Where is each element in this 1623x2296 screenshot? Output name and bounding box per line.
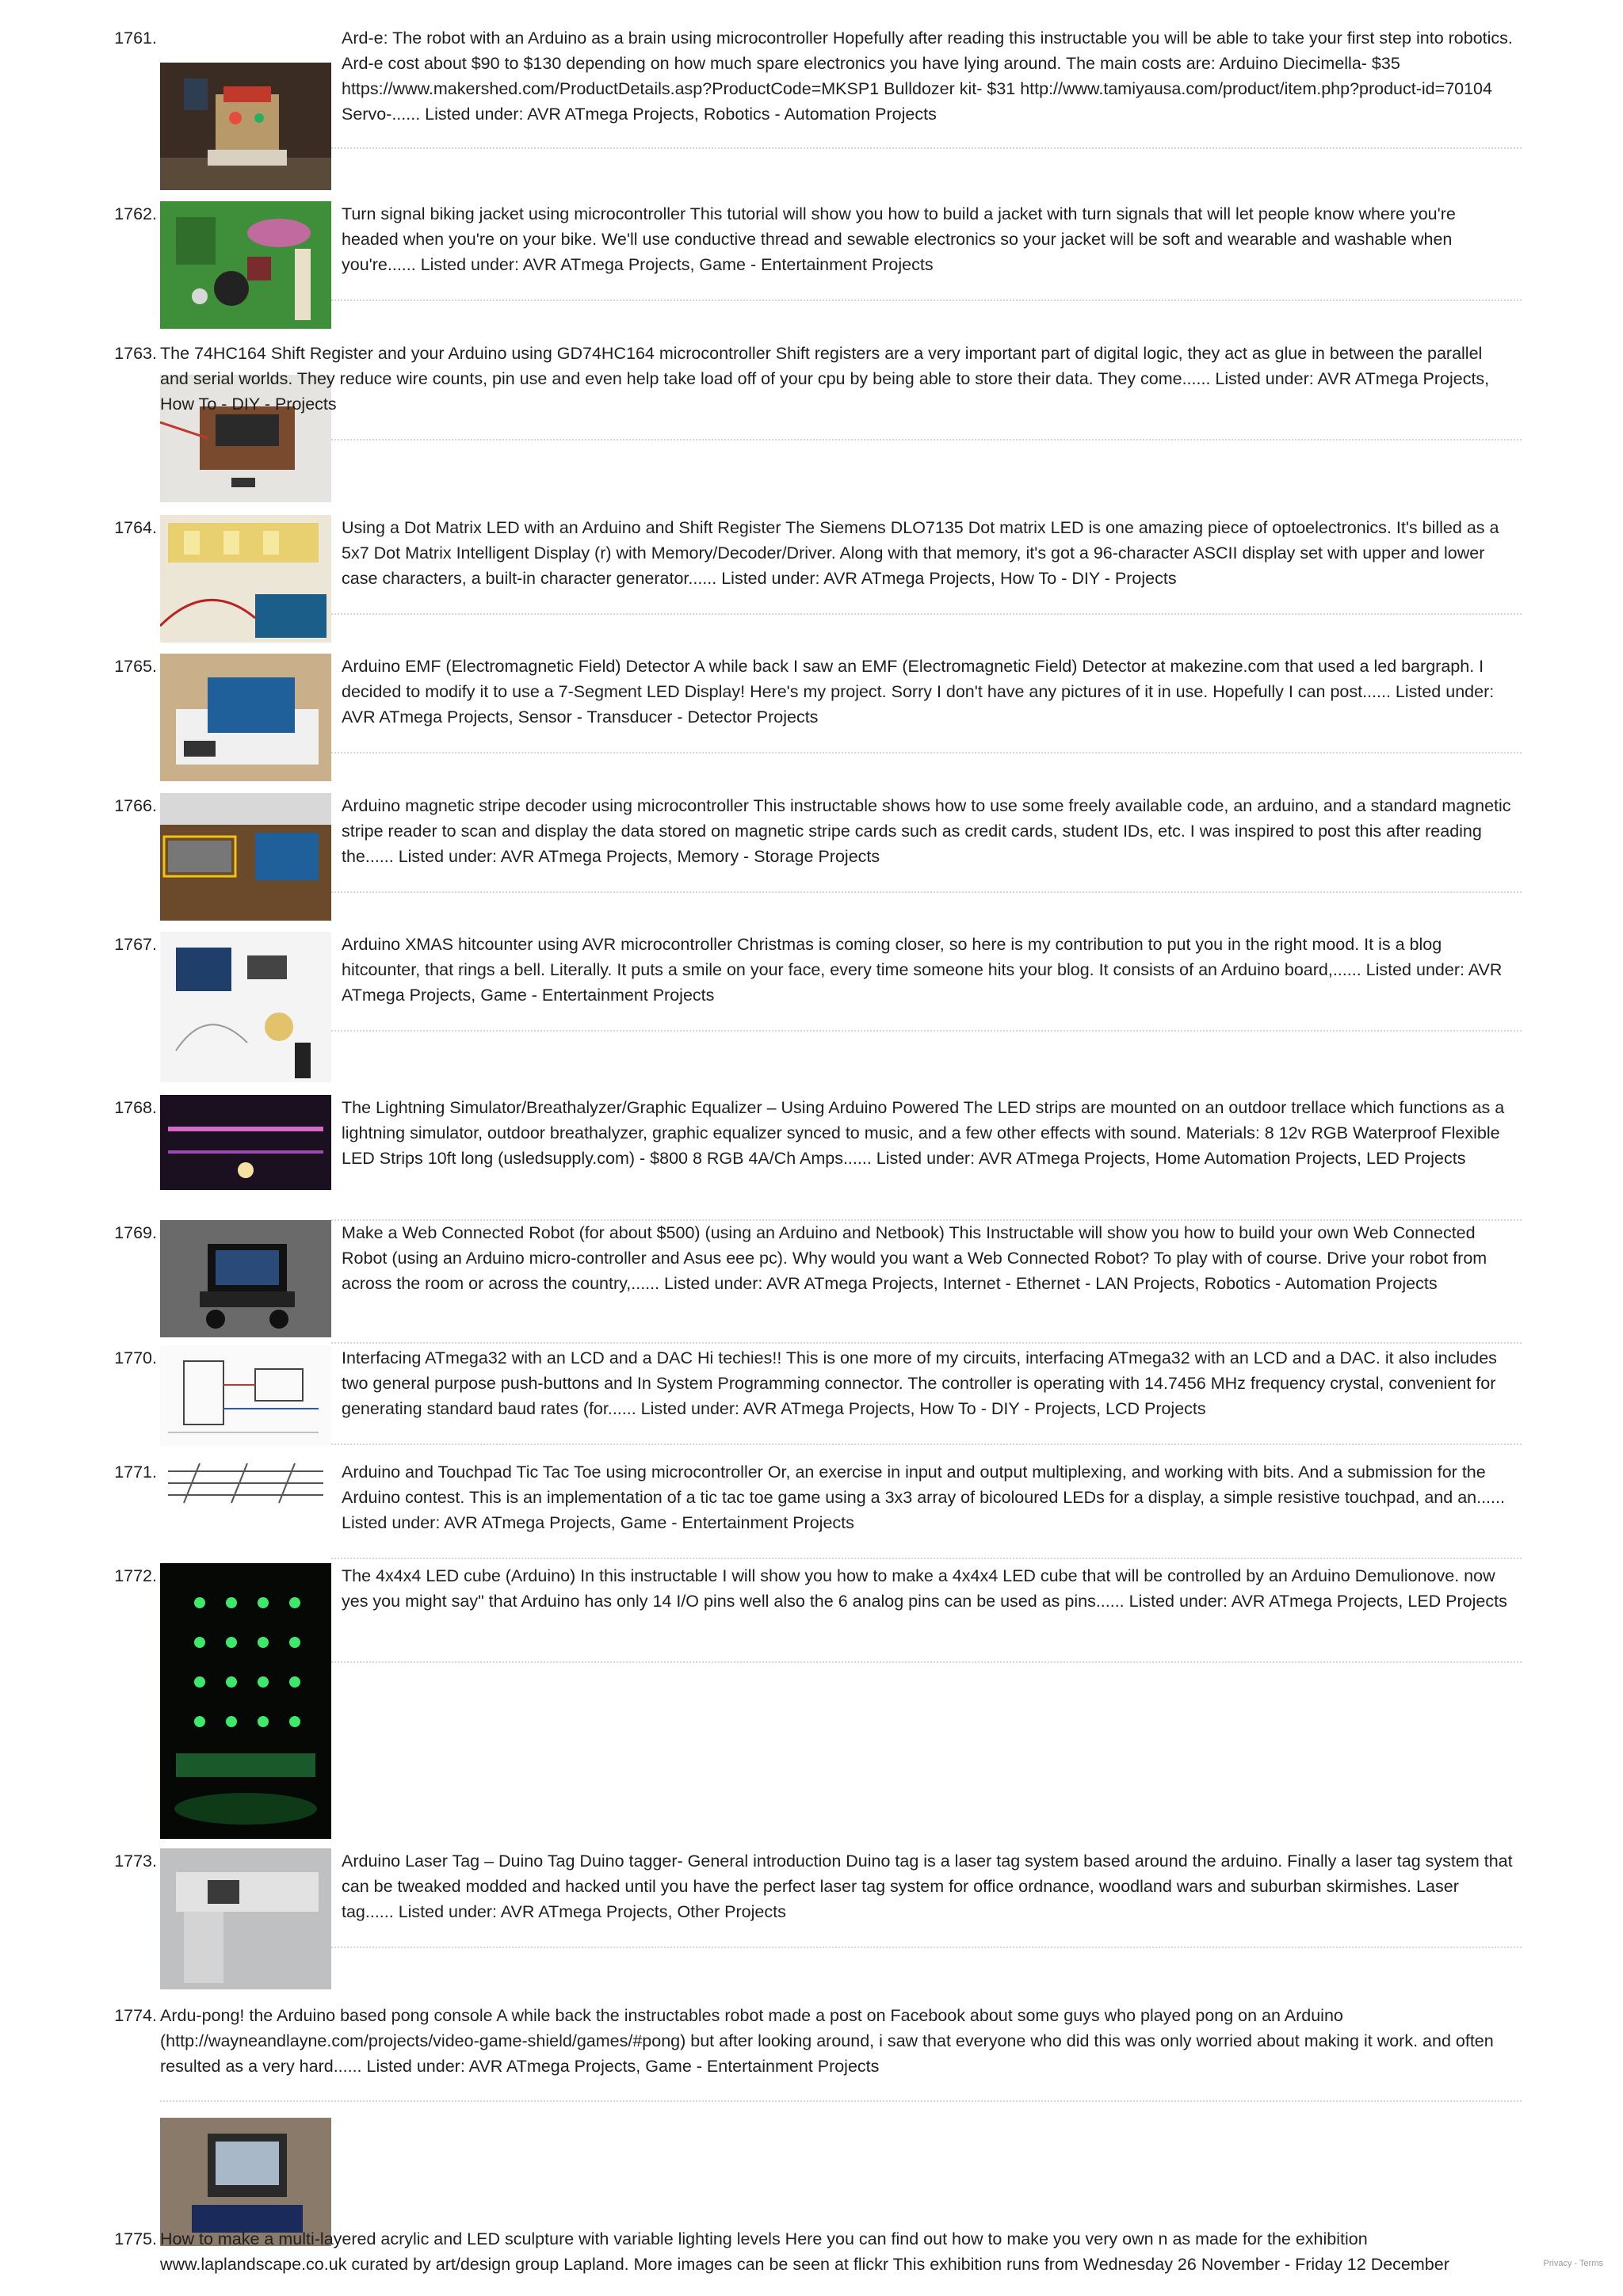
divider <box>331 1661 1522 1663</box>
led-cube-photo[interactable] <box>160 1563 331 1839</box>
divider <box>331 752 1522 753</box>
entry-text: Ard-e: The robot with an Arduino as a brain using microcontroller Hopefully after reading this instructable you will be able to take your first step into robotics. Ard-e cost about $90 to $130 depending on how much spare electronics you have lying around. The main costs are: Arduino Diecimella- $35 https://www.makershed.com/ProductDetails.asp?ProductCode=MKSP1 Bulldozer kit- $31 http://www.tamiyausa.com/product/item.php?product-id=70104 Servo-...... Listed under: AVR ATmega Projects, Robotics - Automation Projects <box>342 29 1513 124</box>
entry-number: 1764. <box>114 518 157 537</box>
entry-number: 1767. <box>114 935 157 954</box>
entry-number: 1771. <box>114 1463 157 1482</box>
entry-number: 1772. <box>114 1566 157 1585</box>
laser-tagger-photo[interactable] <box>160 1848 331 1989</box>
divider <box>331 613 1522 615</box>
robot-photo[interactable] <box>160 63 331 190</box>
recaptcha-links[interactable]: Privacy - Terms <box>1543 2259 1603 2268</box>
schematic-image[interactable] <box>160 1345 331 1446</box>
entry-text: Make a Web Connected Robot (for about $500) (using an Arduino and Netbook) This Instructable will show you how to build your own Web Connected Robot (using an Arduino micro-controller and Asus eee pc). Why would you want a Web Connected Robot? To play with of course. Drive your robot from across the room or across the country,...... Listed under: AVR ATmega Projects, Internet - Ethernet - LAN Projects, Robotics - Automation Projects <box>342 1223 1487 1293</box>
divider <box>331 1947 1522 1948</box>
entry-number: 1761. <box>114 29 157 48</box>
entry-text: Arduino EMF (Electromagnetic Field) Detector A while back I saw an EMF (Electromagnetic Field) Detector at makezine.com that used a led bargraph. I decided to modify it to use a 7-Segment LED Display! Here's my project. Sorry I don't have any pictures of it in use. Hopefully I can post...... Listed under: AVR ATmega Projects, Sensor - Transducer - Detector Projects <box>342 657 1495 727</box>
entry-text: The Lightning Simulator/Breathalyzer/Graphic Equalizer – Using Arduino Powered The LED strips are mounted on an outdoor trellace which functions as a lightning simulator, outdoor breathalyzer, graphic equalizer synced to music, and a few other effects with sound. Materials: 8 12v RGB Waterproof Flexible LED Strips 10ft long (usledsupply.com) - $800 8 RGB 4A/Ch Amps...... Listed under: AVR ATmega Projects, Home Automation Projects, LED Projects <box>342 1098 1505 1168</box>
divider <box>331 147 1522 149</box>
divider <box>331 1444 1522 1445</box>
led-grid-diagram[interactable] <box>160 1459 331 1505</box>
stripe-reader-photo[interactable] <box>160 793 331 921</box>
entry-number: 1775. <box>114 2229 157 2248</box>
entry-text: Arduino magnetic stripe decoder using microcontroller This instructable shows how to use some freely available code, an arduino, and a standard magnetic stripe reader to scan and display the data stored on magnetic stripe cards such as credit cards, student IDs, etc. I was inspired to post this after reading the...... Listed under: AVR ATmega Projects, Memory - Storage Projects <box>342 796 1511 866</box>
entry-number: 1770. <box>114 1348 157 1367</box>
entry-text: Turn signal biking jacket using microcontroller This tutorial will show you how to build a jacket with turn signals that will let people know where you're headed when you're on your bike. We'll use conductive thread and sewable electronics so your jacket will be soft and wearable and washable when you're...... Listed under: AVR ATmega Projects, Game - Entertainment Projects <box>342 204 1456 274</box>
entry-text: The 74HC164 Shift Register and your Arduino using GD74HC164 microcontroller Shift registers are a very important part of digital logic, they act as glue in between the parallel and serial worlds. They reduce wire counts, pin use and even help take load off of your cpu by being able to store their data. They come...... Listed under: AVR ATmega Projects, How To - DIY - Projects <box>160 344 1490 414</box>
entry-number: 1765. <box>114 657 157 676</box>
entry-number: 1774. <box>114 2006 157 2025</box>
divider <box>331 1030 1522 1032</box>
entry-text: Arduino Laser Tag – Duino Tag Duino tagger- General introduction Duino tag is a laser tag system based around the arduino. Finally a laser tag system that can be tweaked modded and hacked until you have the perfect laser tag system for office ordnance, woodland wars and suburban skirmishes. Laser tag...... Listed under: AVR ATmega Projects, Other Projects <box>342 1852 1513 1921</box>
entry-text: Using a Dot Matrix LED with an Arduino and Shift Register The Siemens DLO7135 Dot matrix LED is one amazing piece of optoelectronics. It's billed as a 5x7 Dot Matrix Intelligent Display (r) with Memory/Decoder/Driver. Along with that memory, it's got a 96-character ASCII display set with upper and lower case characters, a built-in character generator...... Listed under: AVR ATmega Projects, How To - DIY - Projects <box>342 518 1499 588</box>
entry-number: 1768. <box>114 1098 157 1117</box>
divider <box>331 439 1522 441</box>
divider <box>160 2100 1522 2102</box>
emf-detector-photo[interactable] <box>160 654 331 781</box>
led-trellace-photo[interactable] <box>160 1095 331 1190</box>
entry-text: Arduino and Touchpad Tic Tac Toe using microcontroller Or, an exercise in input and output multiplexing, and working with bits. And a submission for the Arduino contest. This is an implementation of a tic tac toe game using a 3x3 array of bicoloured LEDs for a display, a simple resistive touchpad, and an...... Listed under: AVR ATmega Projects, Game - Entertainment Projects <box>342 1463 1505 1532</box>
sewable-electronics-photo[interactable] <box>160 201 331 329</box>
entry-text: Interfacing ATmega32 with an LCD and a DAC Hi techies!! This is one more of my circuits, interfacing ATmega32 with an LCD and a DAC. it also includes two general purpose push-buttons and In System Programming connector. The controller is operating with 14.7456 MHz frequency crystal, convenient for generating standard baud rates (for...... Listed under: AVR ATmega Projects, How To - DIY - Projects, LCD Projects <box>342 1348 1497 1418</box>
divider <box>331 891 1522 893</box>
entry-text: How to make a multi-layered acrylic and LED sculpture with variable lighting levels Here you can find out how to make you very own n as made for the exhibition www.laplandscape.co.uk curated by art/design group Lapland. More images can be seen at flickr This exhibition runs from Wednesday 26 November - Friday 12 December <box>160 2229 1449 2274</box>
divider <box>331 1558 1522 1559</box>
entry-text: The 4x4x4 LED cube (Arduino) In this instructable I will show you how to make a 4x4x4 LED cube that will be controlled by an Arduino Demulionove. now yes you might say" that Arduino has only 14 I/O pins well also the 6 analog pins can be used as pins...... Listed under: AVR ATmega Projects, LED Projects <box>342 1566 1507 1611</box>
entry-number: 1763. <box>114 344 157 363</box>
entry-text: Ardu-pong! the Arduino based pong console A while back the instructables robot made a post on Facebook about some guys who played pong on an Arduino (http://wayneandlayne.com/projects/video-game-shield/games/#pong) but after looking around, i saw that everyone who did this was only worried about making it work. and often resulted as a very hard...... Listed under: AVR ATmega Projects, Game - Entertainment Projects <box>160 2006 1494 2076</box>
entry-number: 1766. <box>114 796 157 815</box>
divider <box>331 299 1522 301</box>
netbook-robot-photo[interactable] <box>160 1220 331 1337</box>
entry-number: 1762. <box>114 204 157 223</box>
dot-matrix-photo[interactable] <box>160 515 331 643</box>
hitcounter-photo[interactable] <box>160 932 331 1082</box>
entry-number: 1773. <box>114 1852 157 1871</box>
entry-text: Arduino XMAS hitcounter using AVR microcontroller Christmas is coming closer, so here is my contribution to put you in the right mood. It is a blog hitcounter, that rings a bell. Literally. It puts a smile on your face, every time someone hits your blog. It consists of an Arduino board,...... Listed under: AVR ATmega Projects, Game - Entertainment Projects <box>342 935 1503 1005</box>
divider <box>331 1342 1522 1344</box>
entry-number: 1769. <box>114 1223 157 1242</box>
